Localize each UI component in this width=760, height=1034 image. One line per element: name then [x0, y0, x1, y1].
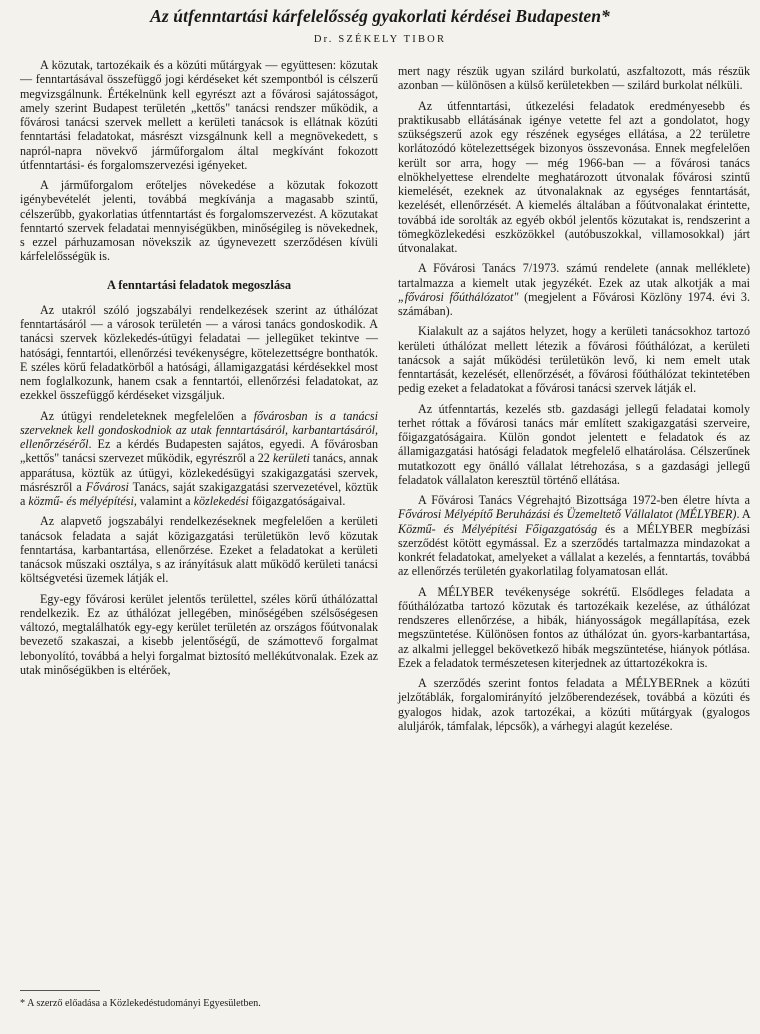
paragraph: mert nagy részük ugyan szilárd burkolatú, aszfaltozott, más részük azonban — különösen a külső kerületekben — szilárd burkolat nélküli. [398, 64, 750, 93]
footnote: * A szerző előadása a Közlekedéstudományi Egyesületben. [20, 998, 378, 1011]
article-author: Dr. SZÉKELY TIBOR [313, 34, 447, 45]
text-run: A Fővárosi Tanács Végrehajtó Bizottsága 1972-ben életre hívta a [418, 493, 750, 507]
section-heading: A fenntartási feladatok megoszlása [106, 277, 292, 292]
paragraph: A szerződés szerint fontos feladata a MÉLYBERnek a közúti jelzőtáblák, forgalomirányító jelzőberendezések, továbbá a közúti és gyalogos hidak, azok tartozékai, a közúti műtárgyak (gyalogos aluljárók, támfalak, lépcsők), a várhegyi alagút kezelése. [398, 676, 750, 733]
paragraph: Az utakról szóló jogszabályi rendelkezések szerint az úthálózat fenntartásáról — a városok területén — a városi tanács gondoskodik. A tanácsi szervek közlekedés-útügyi feladatai — jellegüket tekintve — hatósági, fenntartói, ellenőrzési tevékenységre, kötelezettségre bonthatók. E széles körű feladatkörből a hatósági, államigazgatási kérdésekkel most nem foglalkozunk, hanem csak a fenntartói, ellenőrzési feladatokat, az ezekkel összefüggő kérdéseket vizsgáljuk. [20, 302, 378, 403]
text-run: és a MÉLYBER megbízási szerződést kötött egymással. Ez a szerződés tartalmazza mindazokat a konkrét feladatokat, amelyeket a vállalat a kezelés, a fenntartás, továbbá az ellenőrzés területén gyakorlatilag folyamatosan ellát. [398, 521, 750, 579]
paragraph [398, 261, 750, 318]
text-run: Tanács, saját szakigazgatási szervezetével, köztük a [20, 479, 378, 508]
paragraph: Egy-egy fővárosi kerület jelentős területtel, széles körű úthálózattal rendelkezik. Ez az úthálózat jellegében, minőségében szélsőségesen változó, megtalálhatók egy-egy kerület területén az országos főútvonalak bevezető szakaszai, a kisebb jelentőségű, de számottevő forgalmat lebonyolító, továbbá a helyi forgalmat biztosító mellékútvonalak. Ezek az utak minőségükben is eltérőek, [20, 591, 378, 677]
paragraph: Az útfenntartás, kezelés stb. gazdasági jellegű feladatai komoly terhet róttak a fővárosi tanács már említett szakigazgatási szerveire, főigazgatóságaira. Külön gondot jelentett e feladatok és az államigazgatási hatósági feladatok megfelelő elhatárolása. Célszerűnek mutatkozott egy önálló vállalat létrehozása, s a gazdasági jellegű feladatok vállalaton keresztül történő ellátása. [398, 401, 750, 487]
text-run: (megjelent a Fővárosi Közlöny 1974. évi 3. számában). [398, 289, 750, 318]
paragraph: A MÉLYBER tevékenysége sokrétű. Elsődleges feladata a főúthálózatba tartozó közutak és tartozékaik kezelése, az úthálózat rendszeres ellenőrzése, a hibák, hiányosságok megállapítása, ezek megszüntetése. Különösen fontos az úthálózat ún. gyors-karbantartása, az alkalmi jelleggel bekövetkező hibák megszüntetése, hiányok pótlása. Ezek a feladatok természetesen kiterjednek az úttartozékokra is. [398, 584, 750, 670]
paragraph: Az útfenntartási, útkezelési feladatok eredményesebb és praktikusabb ellátásának igénye vetette fel azt a gondolatot, hogy szükségszerű azok egy részének egységes ellátása, a 22 területre korlátozódó kötelezettségek bizonyos összevonása. Ennek megfelelően került sor arra, hogy — még 1966-ban — a fővárosi tanács elnökhelyettese elrendelte meghatározott útvonalak fővárosi szintű kiemelését, ezeknek az útvonalaknak az egységes fenntartását, kezelését, ellenőrzését. A kiemelés általában a főútvonalakat érintette, továbbá ide sorolták az egyéb okból jelentős közutakat is, rendszerint a tömegközlekedési eszközökkel (autóbuszokkal, villamosokkal) járt útvonalakat. [398, 98, 750, 255]
italic-run: kerületi [272, 451, 310, 466]
left-column [20, 58, 378, 683]
paragraph [20, 409, 378, 509]
right-column [398, 64, 750, 739]
text-run: . Ez a kérdés Budapesten sajátos, egyedi. A fővárosban „kettős" tanácsi szervezet működik, egyrészről a 22 [20, 437, 378, 466]
article-title: Az útfenntartási kárfelelősség gyakorlati kérdései Budapesten* [150, 6, 610, 26]
paragraph: A közutak, tartozékaik és a közúti műtárgyak — együttesen: közutak — fenntartásával összefüggő jogi kérdéseket két szempontból is célszerű megvizsgálnunk. Értékelnünk kell egyrészt azt a fővárosi sajátosságot, amely szerint Budapest területén „kettős" tanácsi rendszer működik, a fővárosi tanácsi szervek mellett a kerületi tanácsok is ellátnak közúti fenntartási feladatokat, másrészt vizsgálnunk kell a megnövekedett, s napról-napra növekvő járműforgalom által megkívánt fokozott útfenntartási- és forgalomszervezési igényeket. [20, 58, 378, 172]
text-run: , valamint a [133, 494, 194, 508]
text-run: főigazgatóságaival. [248, 494, 346, 508]
paragraph [398, 493, 750, 579]
italic-run: közlekedési [193, 494, 249, 508]
italic-run: Fővárosi Mélyépítő Beruházási és Üzemeltető Vállalatot (MÉLYBER) [398, 507, 737, 522]
italic-run: „fővárosi főúthálózatot" [398, 289, 519, 304]
paragraph: A járműforgalom erőteljes növekedése a közutak fokozott igénybevételét jelenti, továbbá megkívánja a magasabb szintű, célszerűbb, gyakorlatias útfenntartást és forgalomszervezést. A közutakat fenntartó szervek feladatai mennyiségükben, minőségileg is növekednek, s ezzel párhuzamosan növekszik az úgynevezett szerződésen kívüli kárfelelősségük is. [20, 178, 378, 264]
paragraph: Kialakult az a sajátos helyzet, hogy a kerületi tanácsokhoz tartozó kerületi úthálózat mellett létezik a fővárosi főúthálózat, a kerületi tanácsok a saját működési területükön levő, ki nem emelt utak fenntartását, kezelését, ellenőrzését, a fővárosi főúthálózat tekintetében pedig ezeket a feladatokat a fővárosi tanácsi szervek látják el. [398, 324, 750, 396]
italic-run: Közmű- és Mélyépítési Főigazgatóság [398, 521, 598, 536]
text-run: A Fővárosi Tanács 7/1973. számú rendelete (annak melléklete) tartalmazza a kiemelt utak jegyzékét. Ezek az utak alkotják a mai [398, 261, 750, 290]
italic-run: Fővárosi [85, 479, 129, 494]
italic-run: fővárosban is a tanácsi szerveknek kell gondoskodniok az utak fenntartásáról, karbantartásáról, ellenőrzéséről [20, 408, 378, 451]
text-run: . A [736, 507, 750, 522]
paragraph: Az alapvető jogszabályi rendelkezéseknek megfelelően a kerületi tanácsok feladata a saját közigazgatási területükön levő közutak fenntartása, karbantartása, ellenőrzése. Ezeket a feladatokat a kerületi tanácsok műszaki osztálya, s az irányításuk alatt működő kerületi tanácsi költségvetési üzemek látják el. [20, 514, 378, 586]
text-run: Az útügyi rendeleteknek megfelelően a [40, 408, 254, 423]
text-run: tanács, annak apparátusa, köztük az útügyi, közlekedésügyi szakigazgatási szervek, másrészről a [20, 451, 379, 494]
italic-run: közmű- és mélyépítési [28, 494, 134, 508]
